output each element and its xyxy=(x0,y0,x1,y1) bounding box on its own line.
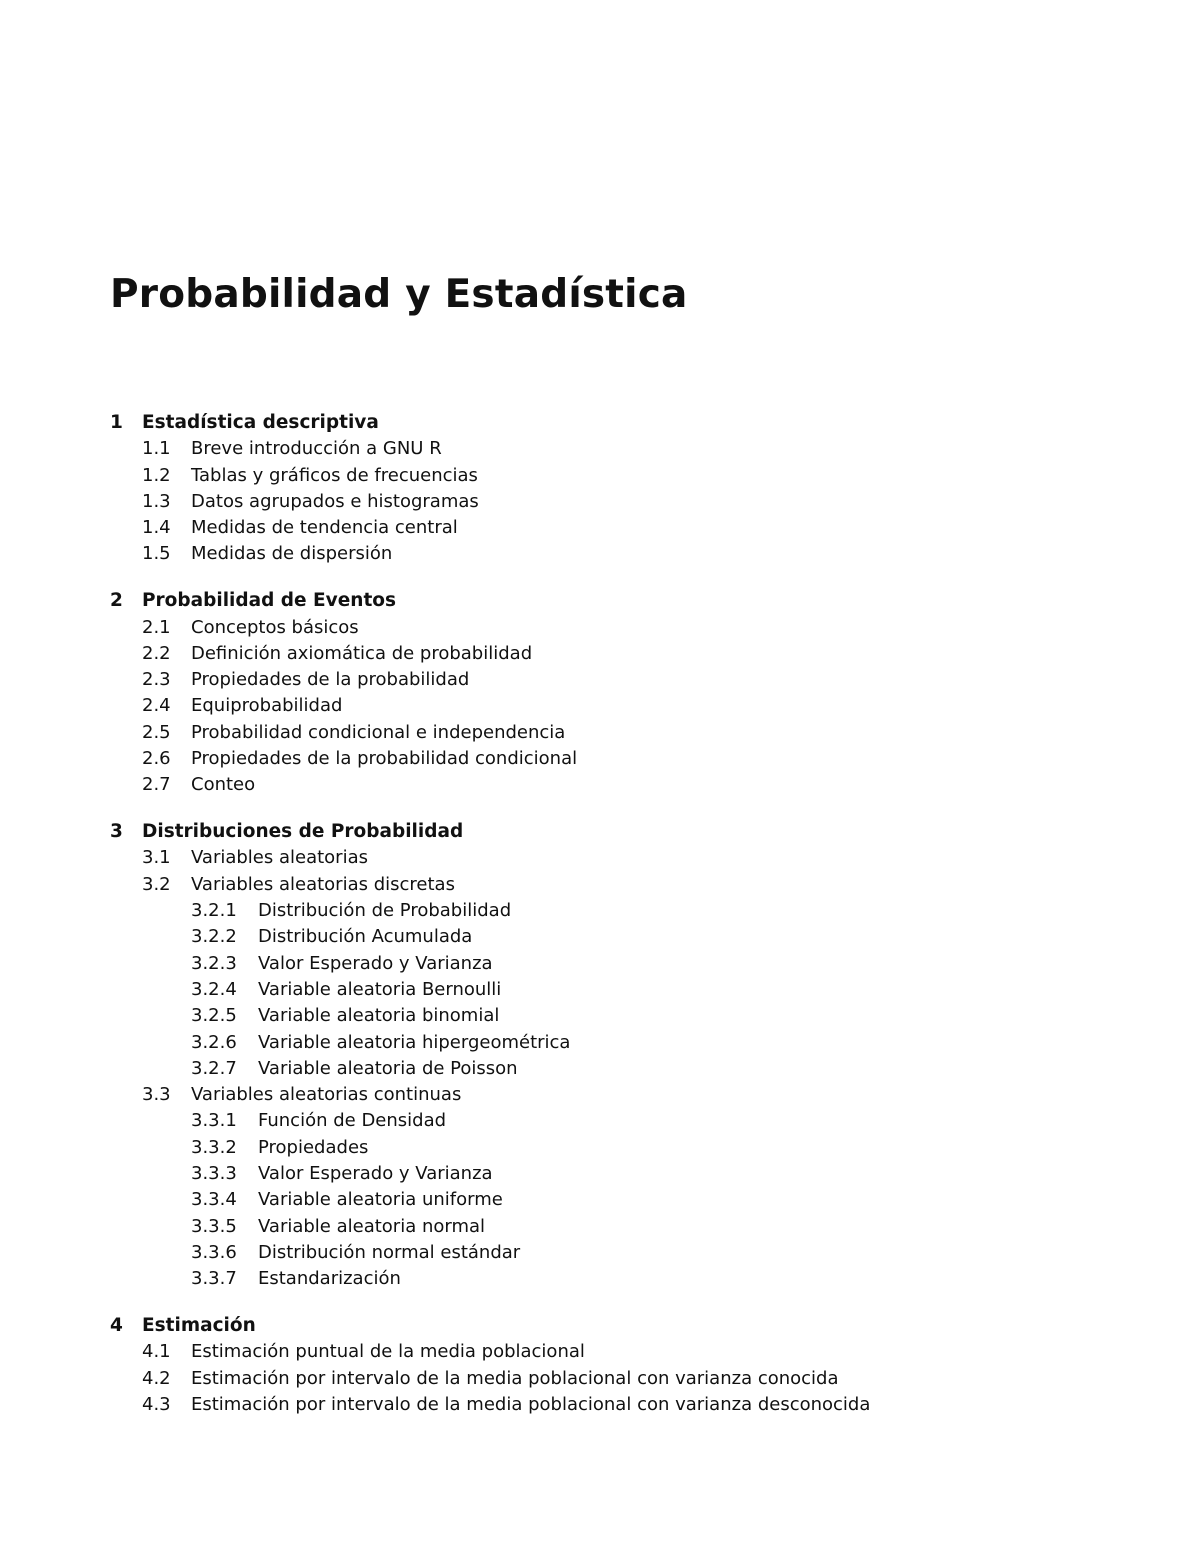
toc-section-2-2[interactable] xyxy=(110,641,1110,667)
section-number: 1.1 xyxy=(142,438,171,460)
toc-subsection-3-2-5[interactable] xyxy=(110,1003,1110,1029)
subsection-number: 3.2.4 xyxy=(191,978,237,1000)
chapter-spacer xyxy=(110,799,1110,820)
section-title: Conteo xyxy=(191,774,256,796)
section-title: Propiedades de la probabilidad condicional xyxy=(191,748,578,770)
subsection-number: 3.2.2 xyxy=(191,926,237,948)
toc-subsection-3-3-1[interactable] xyxy=(110,1108,1110,1134)
subsection-number: 3.3.3 xyxy=(191,1163,237,1185)
section-title: Variables aleatorias discretas xyxy=(191,873,455,895)
subsection-title: Propiedades xyxy=(258,1136,369,1158)
toc-section-4-1[interactable] xyxy=(110,1339,1110,1365)
section-number: 2.4 xyxy=(142,695,171,717)
section-number: 3.2 xyxy=(142,873,171,895)
toc-section-4-2[interactable] xyxy=(110,1366,1110,1392)
subsection-number: 3.3.1 xyxy=(191,1110,237,1132)
chapter-number: 2 xyxy=(110,590,123,612)
toc-section-1-1[interactable] xyxy=(110,436,1110,462)
toc-section-2-7[interactable] xyxy=(110,772,1110,798)
subsection-title: Variable aleatoria normal xyxy=(258,1215,486,1237)
toc-section-1-3[interactable] xyxy=(110,489,1110,515)
chapter-spacer xyxy=(110,568,1110,589)
chapter-title: Estimación xyxy=(142,1315,256,1336)
subsection-title: Función de Densidad xyxy=(258,1110,447,1132)
subsection-title: Distribución normal estándar xyxy=(258,1241,521,1263)
toc-subsection-3-2-1[interactable] xyxy=(110,898,1110,924)
toc-chapter-2[interactable] xyxy=(110,588,1110,614)
toc-subsection-3-2-6[interactable] xyxy=(110,1030,1110,1056)
section-title: Equiprobabilidad xyxy=(191,695,343,717)
chapter-number: 3 xyxy=(110,821,123,843)
section-title: Tablas y gráficos de frecuencias xyxy=(191,464,478,486)
section-title: Breve introducción a GNU R xyxy=(191,438,442,460)
subsection-title: Variable aleatoria de Poisson xyxy=(258,1057,518,1079)
subsection-title: Valor Esperado y Varianza xyxy=(258,1163,493,1185)
section-title: Definición axiomática de probabilidad xyxy=(191,642,533,664)
toc-subsection-3-2-2[interactable] xyxy=(110,924,1110,950)
subsection-number: 3.2.7 xyxy=(191,1057,237,1079)
section-number: 1.4 xyxy=(142,517,171,539)
chapter-title: Distribuciones de Probabilidad xyxy=(142,821,464,843)
section-title: Estimación por intervalo de la media poblacional con varianza conocida xyxy=(191,1367,839,1389)
section-title: Medidas de dispersión xyxy=(191,543,393,565)
toc-section-3-2[interactable] xyxy=(110,872,1110,898)
section-title: Conceptos básicos xyxy=(191,616,359,638)
section-title: Medidas de tendencia central xyxy=(191,517,458,539)
section-number: 4.1 xyxy=(142,1341,171,1363)
toc-subsection-3-2-3[interactable] xyxy=(110,951,1110,977)
toc-section-1-5[interactable] xyxy=(110,541,1110,567)
toc-section-2-3[interactable] xyxy=(110,667,1110,693)
toc-section-4-3[interactable] xyxy=(110,1392,1110,1418)
chapter-number: 1 xyxy=(110,412,123,433)
subsection-number: 3.3.4 xyxy=(191,1189,237,1211)
subsection-number: 3.2.3 xyxy=(191,952,237,974)
section-number: 3.3 xyxy=(142,1084,171,1106)
section-title: Variables aleatorias xyxy=(191,847,368,869)
toc-section-2-4[interactable] xyxy=(110,693,1110,719)
chapter-title: Probabilidad de Eventos xyxy=(142,590,397,612)
section-number: 1.3 xyxy=(142,490,171,512)
toc-section-3-3[interactable] xyxy=(110,1082,1110,1108)
toc-section-2-6[interactable] xyxy=(110,746,1110,772)
section-number: 4.3 xyxy=(142,1393,171,1415)
toc-subsection-3-3-2[interactable] xyxy=(110,1135,1110,1161)
section-number: 3.1 xyxy=(142,847,171,869)
toc-chapter-1[interactable] xyxy=(110,410,1110,436)
section-title: Variables aleatorias continuas xyxy=(191,1084,462,1106)
toc-subsection-3-3-6[interactable] xyxy=(110,1240,1110,1266)
toc-subsection-3-3-7[interactable] xyxy=(110,1266,1110,1292)
section-title: Estimación por intervalo de la media poblacional con varianza desconocida xyxy=(191,1393,871,1415)
section-number: 2.3 xyxy=(142,669,171,691)
toc-subsection-3-2-4[interactable] xyxy=(110,977,1110,1003)
subsection-number: 3.2.5 xyxy=(191,1005,237,1027)
section-number: 2.6 xyxy=(142,748,171,770)
subsection-number: 3.2.6 xyxy=(191,1031,237,1053)
toc-section-2-5[interactable] xyxy=(110,720,1110,746)
toc-section-1-4[interactable] xyxy=(110,515,1110,541)
chapter-spacer xyxy=(110,1293,1110,1314)
chapter-number: 4 xyxy=(110,1315,123,1336)
subsection-number: 3.3.6 xyxy=(191,1241,237,1263)
subsection-title: Variable aleatoria Bernoulli xyxy=(258,978,502,1000)
subsection-number: 3.3.5 xyxy=(191,1215,237,1237)
section-title: Probabilidad condicional e independencia xyxy=(191,721,566,743)
subsection-number: 3.3.7 xyxy=(191,1268,237,1290)
section-number: 2.7 xyxy=(142,774,171,796)
section-number: 1.2 xyxy=(142,464,171,486)
toc-section-1-2[interactable] xyxy=(110,463,1110,489)
subsection-number: 3.2.1 xyxy=(191,900,237,922)
chapter-title: Estadística descriptiva xyxy=(142,412,379,433)
section-number: 2.2 xyxy=(142,642,171,664)
section-title: Estimación puntual de la media poblacional xyxy=(191,1341,585,1363)
toc-section-3-1[interactable] xyxy=(110,845,1110,871)
section-number: 1.5 xyxy=(142,543,171,565)
toc-chapter-3[interactable] xyxy=(110,819,1110,845)
subsection-title: Variable aleatoria hipergeométrica xyxy=(258,1031,571,1053)
toc-subsection-3-3-5[interactable] xyxy=(110,1214,1110,1240)
document-title: Probabilidad y Estadística xyxy=(110,272,688,317)
section-title: Propiedades de la probabilidad xyxy=(191,669,470,691)
subsection-title: Distribución Acumulada xyxy=(258,926,473,948)
subsection-title: Variable aleatoria uniforme xyxy=(258,1189,503,1211)
toc-subsection-3-3-3[interactable] xyxy=(110,1161,1110,1187)
section-number: 2.1 xyxy=(142,616,171,638)
subsection-number: 3.3.2 xyxy=(191,1136,237,1158)
table-of-contents xyxy=(110,410,1110,1418)
toc-chapter-4[interactable] xyxy=(110,1313,1110,1339)
toc-subsection-3-2-7[interactable] xyxy=(110,1056,1110,1082)
section-title: Datos agrupados e histogramas xyxy=(191,490,479,512)
section-number: 2.5 xyxy=(142,721,171,743)
subsection-title: Estandarización xyxy=(258,1268,401,1290)
subsection-title: Valor Esperado y Varianza xyxy=(258,952,493,974)
subsection-title: Distribución de Probabilidad xyxy=(258,900,512,922)
subsection-title: Variable aleatoria binomial xyxy=(258,1005,500,1027)
toc-subsection-3-3-4[interactable] xyxy=(110,1187,1110,1213)
section-number: 4.2 xyxy=(142,1367,171,1389)
toc-section-2-1[interactable] xyxy=(110,615,1110,641)
